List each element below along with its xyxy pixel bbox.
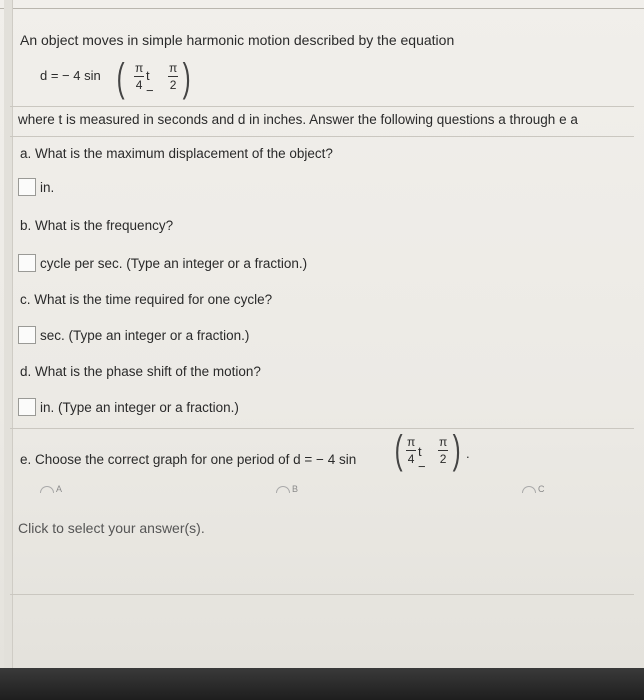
left-panel-edge — [4, 0, 13, 668]
answer-unit-b: cycle per sec. (Type an integer or a fraction.) — [40, 256, 308, 271]
answer-input-d[interactable] — [18, 398, 36, 416]
right-paren: ) — [452, 428, 461, 472]
fraction-pi-over-4 — [134, 60, 144, 93]
question-c: c. What is the time required for one cycle? — [20, 292, 273, 307]
fraction-pi-over-4 — [406, 434, 416, 467]
divider — [10, 594, 634, 595]
fraction-pi-over-2 — [438, 434, 448, 467]
answer-input-c[interactable] — [18, 326, 36, 344]
answer-unit-d: in. (Type an integer or a fraction.) — [40, 400, 239, 415]
answer-unit-c: sec. (Type an integer or a fraction.) — [40, 328, 250, 343]
question-a: a. What is the maximum displacement of the object? — [20, 146, 333, 161]
fraction-numerator: π — [439, 435, 448, 449]
graph-arc-icon — [522, 486, 536, 493]
right-paren: ) — [182, 56, 191, 100]
equation-trailing-period: . — [466, 446, 470, 461]
graph-option-a[interactable]: A — [40, 484, 62, 494]
divider — [10, 106, 634, 107]
equation-t-minus: t − — [418, 444, 426, 474]
fraction-denominator: 2 — [169, 78, 177, 92]
equation-t-minus: t − — [146, 68, 154, 98]
monitor-bezel — [0, 668, 644, 700]
graph-arc-icon — [276, 486, 290, 493]
fraction-denominator: 2 — [439, 452, 447, 466]
fraction-denominator: 4 — [407, 452, 415, 466]
graph-arc-icon — [40, 486, 54, 493]
question-d: d. What is the phase shift of the motion? — [20, 364, 261, 379]
problem-conditions: where t is measured in seconds and d in inches. Answer the following questions a through e a — [18, 112, 578, 127]
top-border — [0, 8, 644, 9]
question-e: e. Choose the correct graph for one period of d = − 4 sin — [20, 452, 357, 467]
divider — [10, 428, 634, 429]
click-to-select-prompt: Click to select your answer(s). — [18, 520, 205, 536]
divider — [10, 136, 634, 137]
fraction-denominator: 4 — [135, 78, 143, 92]
fraction-numerator: π — [135, 61, 144, 75]
left-paren: ( — [116, 56, 125, 100]
equation-lhs: d = − 4 sin — [40, 68, 101, 83]
left-paren: ( — [394, 428, 403, 472]
fraction-numerator: π — [407, 435, 416, 449]
answer-input-b[interactable] — [18, 254, 36, 272]
answer-unit-a: in. — [40, 180, 55, 195]
answer-input-a[interactable] — [18, 178, 36, 196]
fraction-numerator: π — [169, 61, 178, 75]
question-b: b. What is the frequency? — [20, 218, 174, 233]
graph-option-b[interactable]: B — [276, 484, 298, 494]
problem-intro: An object moves in simple harmonic motion described by the equation — [20, 32, 455, 48]
fraction-pi-over-2 — [168, 60, 178, 93]
graph-option-c[interactable]: C — [522, 484, 545, 494]
